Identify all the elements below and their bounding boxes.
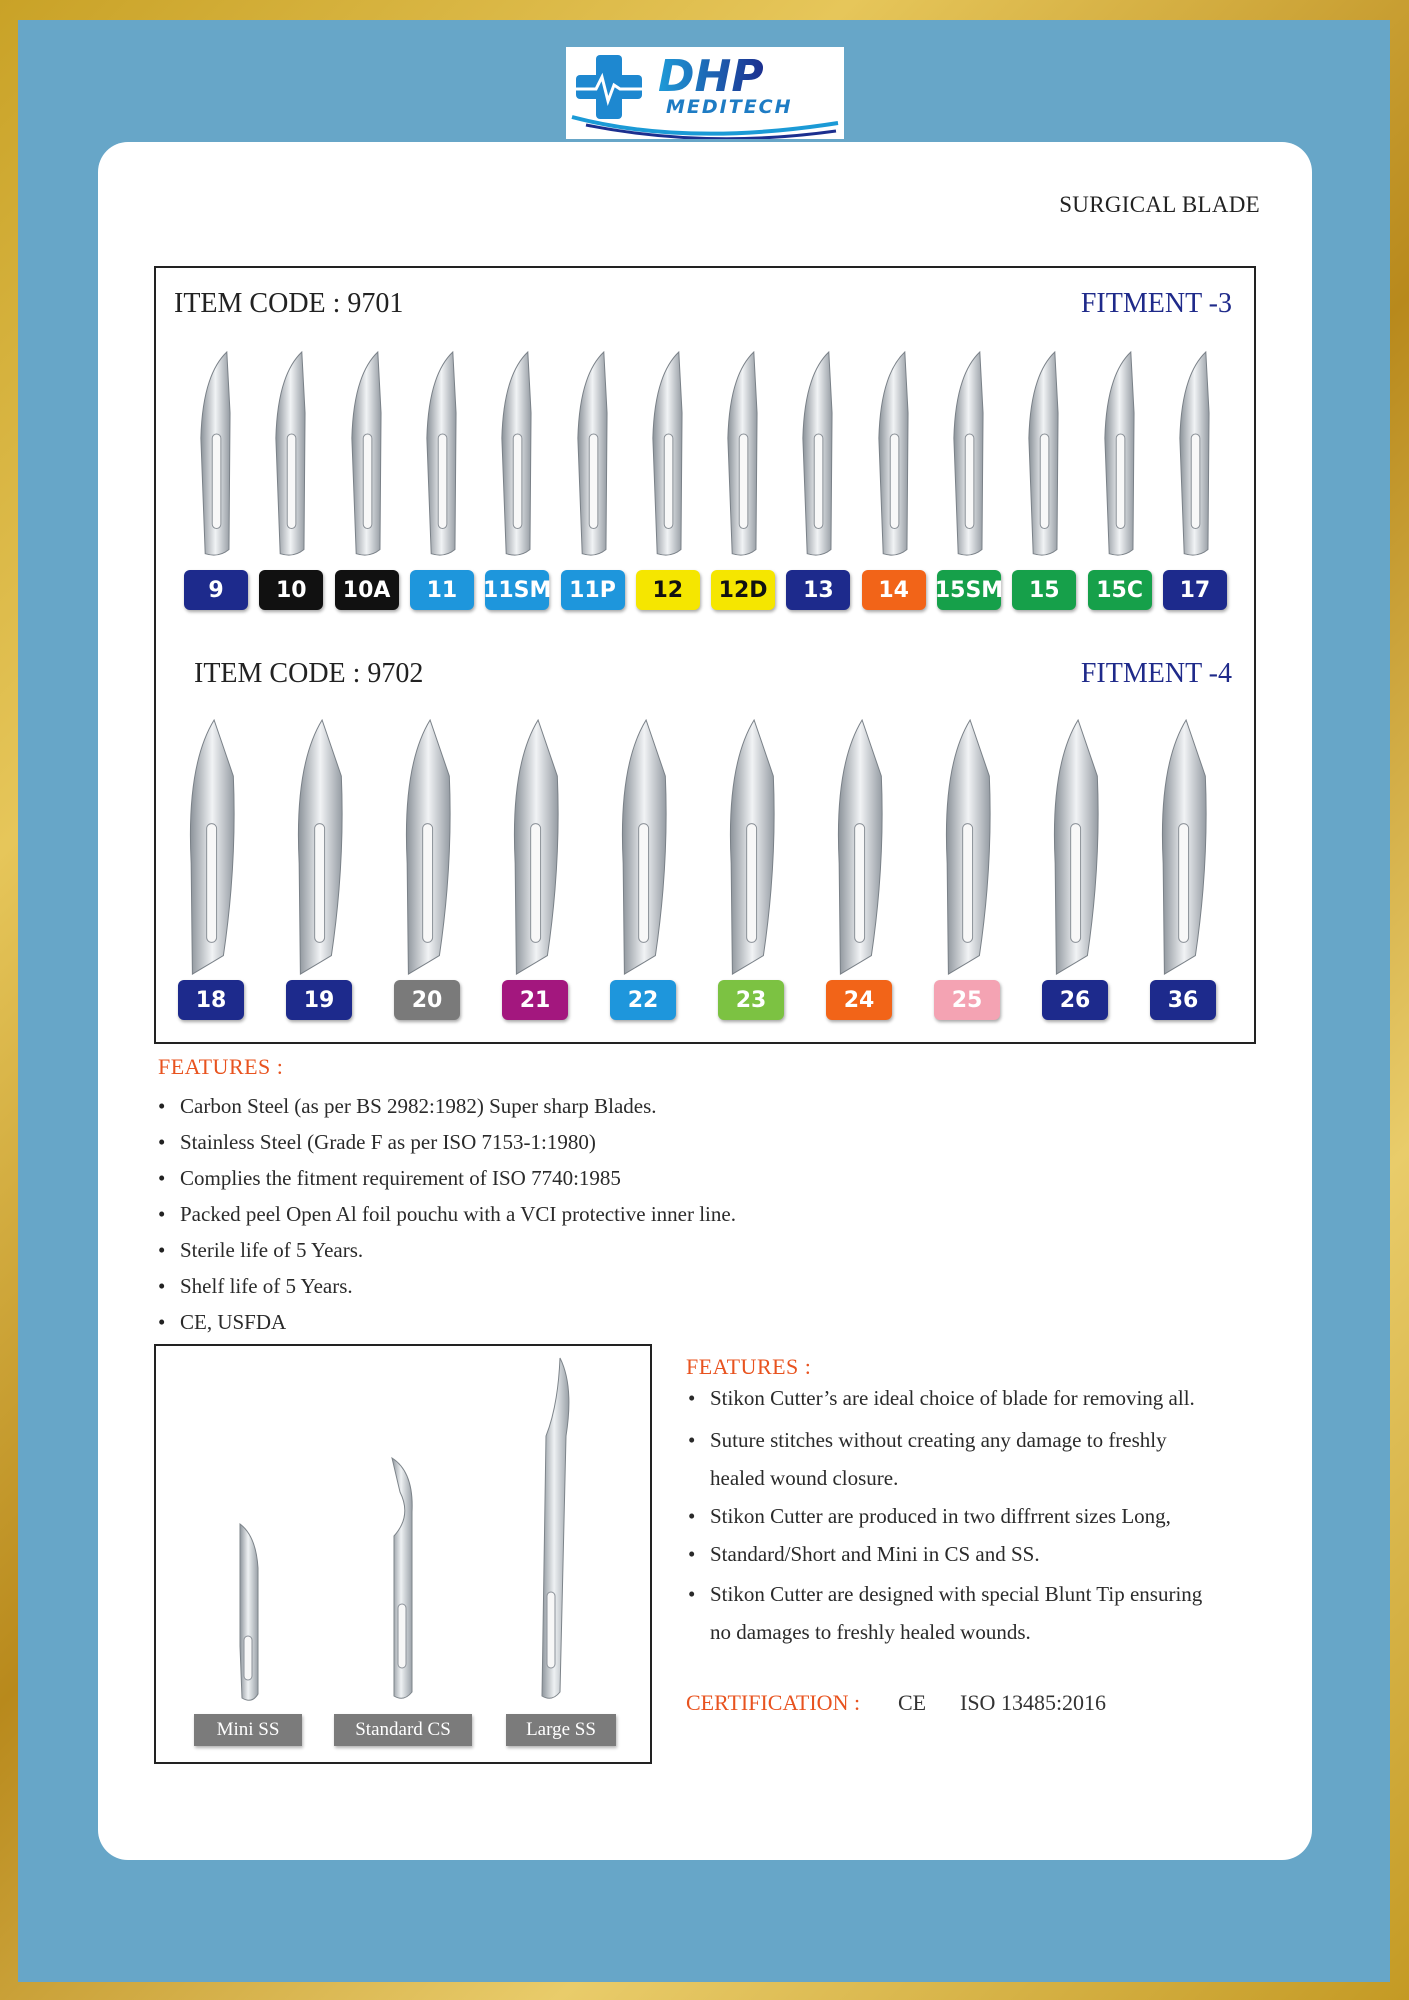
blade-10A-image — [340, 350, 394, 560]
stitch-cutter-feature-text: Standard/Short and Mini in CS and SS. — [710, 1542, 1040, 1566]
blade-36-image — [1152, 718, 1214, 982]
large-ss-blade — [542, 1358, 569, 1698]
bullet-icon: • — [688, 1542, 696, 1566]
certification-ce: CE — [898, 1690, 927, 1715]
feature-item: • Sterile life of 5 Years. — [158, 1232, 736, 1268]
blade-15C-image — [1093, 350, 1147, 560]
bullet-icon: • — [688, 1504, 696, 1528]
blade-size-badge: 15 — [1012, 570, 1076, 610]
blade-catalog-box — [154, 266, 1256, 1044]
blade-size-badge: 12 — [636, 570, 700, 610]
blade-size-badge: 10A — [335, 570, 399, 610]
stitch-cutter-feature-item — [686, 1582, 1202, 1607]
blade-size-badge: 25 — [934, 980, 1000, 1020]
stitch-cutter-feature-item — [686, 1504, 1171, 1529]
stitch-cutter-feature-item — [686, 1428, 1167, 1453]
feature-item: • Complies the fitment requirement of ISO 7740:1985 — [158, 1160, 736, 1196]
blade-25-image — [936, 718, 998, 982]
bullet-icon: • — [688, 1428, 696, 1452]
certification-iso: ISO 13485:2016 — [960, 1690, 1107, 1715]
blade-size-badge: 11P — [561, 570, 625, 610]
blade-26-image — [1044, 718, 1106, 982]
blade-size-badge: 20 — [394, 980, 460, 1020]
dhp-meditech-logo — [566, 47, 844, 139]
blade-11P-image — [566, 350, 620, 560]
fitment-3-label: FITMENT -3 — [1080, 288, 1232, 319]
blade-size-badge: 13 — [786, 570, 850, 610]
fitment-4-label: FITMENT -4 — [1080, 658, 1232, 689]
blade-size-badge: 15C — [1088, 570, 1152, 610]
blade-18-image — [180, 718, 242, 982]
stitch-cutter-features-title: FEATURES : — [686, 1354, 812, 1379]
brand-line1: DHP — [658, 51, 764, 102]
stitch-cutter-feature-text: healed wound closure. — [710, 1466, 899, 1490]
bullet-icon: • — [688, 1582, 696, 1606]
mini-ss-label: Mini SS — [194, 1714, 302, 1746]
blade-15-image — [1017, 350, 1071, 560]
blade-size-badge: 26 — [1042, 980, 1108, 1020]
blade-size-badge: 11 — [410, 570, 474, 610]
stitch-cutter-feature-text: Stikon Cutter are designed with special Blunt Tip ensuring — [710, 1582, 1203, 1606]
blade-size-badge: 14 — [862, 570, 926, 610]
mini-ss-blade — [240, 1524, 258, 1700]
certification-label: CERTIFICATION : — [686, 1690, 861, 1715]
blade-12D-image — [716, 350, 770, 560]
document-title: SURGICAL BLADE — [1059, 192, 1260, 217]
blade-15SM-image — [942, 350, 996, 560]
blade-9-image — [189, 350, 243, 560]
blade-19-image — [288, 718, 350, 982]
blade-size-badge: 36 — [1150, 980, 1216, 1020]
feature-item: • Shelf life of 5 Years. — [158, 1268, 736, 1304]
blade-12-image — [641, 350, 695, 560]
blade-11SM-image — [490, 350, 544, 560]
blade-14-image — [867, 350, 921, 560]
large-ss-label: Large SS — [506, 1714, 616, 1746]
blade-size-badge: 11SM — [485, 570, 549, 610]
stitch-cutter-feature-text: Stikon Cutter are produced in two diffrrent sizes Long, — [710, 1504, 1171, 1528]
blade-20-image — [396, 718, 458, 982]
blade-size-badge: 17 — [1163, 570, 1227, 610]
feature-item: • Stainless Steel (Grade F as per ISO 7153-1:1980) — [158, 1124, 736, 1160]
product-card — [98, 142, 1312, 1860]
standard-cs-label: Standard CS — [334, 1714, 472, 1746]
feature-item: • Carbon Steel (as per BS 2982:1982) Super sharp Blades. — [158, 1088, 736, 1124]
feature-item: • CE, USFDA — [158, 1304, 736, 1340]
blade-24-image — [828, 718, 890, 982]
blade-10-image — [264, 350, 318, 560]
blade-11-image — [415, 350, 469, 560]
stitch-cutter-feature-item — [686, 1620, 1031, 1645]
stitch-cutter-feature-item — [686, 1386, 1195, 1411]
stitch-cutter-feature-item — [686, 1466, 898, 1491]
blade-23-image — [720, 718, 782, 982]
blade-size-badge: 10 — [259, 570, 323, 610]
item-code-9702: ITEM CODE : 9702 — [194, 658, 424, 689]
blade-size-badge: 24 — [826, 980, 892, 1020]
features-list — [158, 1088, 736, 1340]
feature-item: • Packed peel Open Al foil pouchu with a VCI protective inner line. — [158, 1196, 736, 1232]
medical-cross-icon — [574, 55, 644, 119]
blade-size-badge: 21 — [502, 980, 568, 1020]
blade-size-badge: 9 — [184, 570, 248, 610]
brand-line2: MEDITECH — [666, 96, 793, 118]
blade-13-image — [791, 350, 845, 560]
blade-size-badge: 12D — [711, 570, 775, 610]
bullet-icon: • — [688, 1386, 696, 1410]
stitch-cutter-feature-item — [686, 1542, 1040, 1567]
blade-17-image — [1168, 350, 1222, 560]
blade-size-badge: 22 — [610, 980, 676, 1020]
blade-size-badge: 19 — [286, 980, 352, 1020]
blade-size-badge: 23 — [718, 980, 784, 1020]
standard-cs-blade — [392, 1458, 412, 1698]
stitch-cutter-illustrations — [156, 1346, 650, 1762]
stitch-cutter-feature-text: Suture stitches without creating any damage to freshly — [710, 1428, 1167, 1452]
blade-21-image — [504, 718, 566, 982]
blade-22-image — [612, 718, 674, 982]
blade-size-badge: 15SM — [937, 570, 1001, 610]
features-title: FEATURES : — [158, 1054, 284, 1079]
stitch-cutter-feature-text: Stikon Cutter’s are ideal choice of blade for removing all. — [710, 1386, 1195, 1410]
stitch-cutter-box — [154, 1344, 652, 1764]
blade-size-badge: 18 — [178, 980, 244, 1020]
item-code-9701: ITEM CODE : 9701 — [174, 288, 404, 319]
stitch-cutter-feature-text: no damages to freshly healed wounds. — [710, 1620, 1031, 1644]
